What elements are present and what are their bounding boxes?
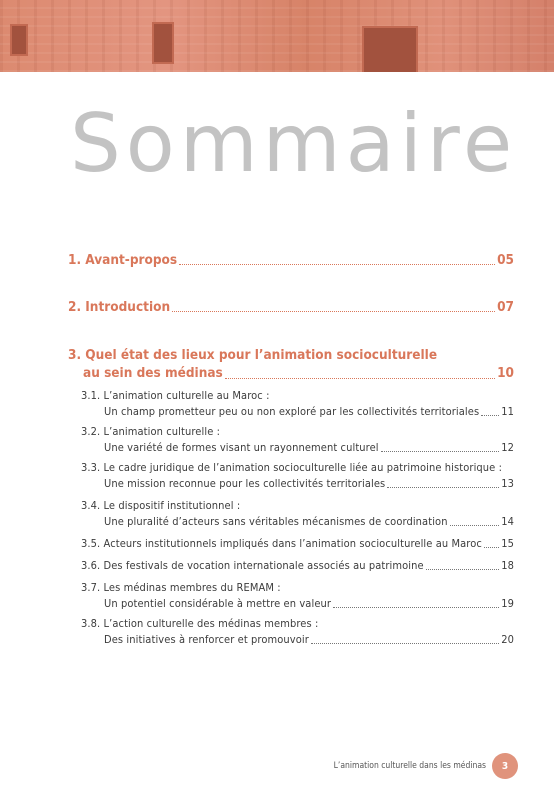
toc-entry-page: 10 xyxy=(497,365,514,381)
dot-leader xyxy=(426,569,499,570)
dot-leader xyxy=(225,378,495,379)
toc-subentry-3-7[interactable] xyxy=(81,580,514,612)
page-number: 3 xyxy=(501,760,509,772)
toc-subentry-heading: 3.3. Le cadre juridique de l’animation socioculturelle liée au patrimoine historique : xyxy=(81,461,503,474)
toc-subentry-heading: 3.5. Acteurs institutionnels impliqués dans l’animation socioculturelle au Maroc xyxy=(81,537,482,550)
toc-subentry-page: 20 xyxy=(501,633,514,646)
dot-leader xyxy=(481,415,499,416)
header-banner-image xyxy=(0,0,554,72)
toc-entry-label-continued: au sein des médinas xyxy=(83,365,223,381)
toc-entry-avant-propos[interactable] xyxy=(68,252,514,268)
dot-leader xyxy=(179,264,495,265)
dot-leader xyxy=(450,525,500,526)
toc-subentry-page: 14 xyxy=(501,515,514,528)
dot-leader xyxy=(172,311,495,312)
toc-subentry-heading: 3.7. Les médinas membres du REMAM : xyxy=(81,581,281,594)
toc-entry-etat-des-lieux[interactable] xyxy=(68,346,514,382)
toc-entry-label: 2. Introduction xyxy=(68,299,171,315)
toc-subentry-subtitle: Une variété de formes visant un rayonnement culturel xyxy=(104,441,379,454)
toc-subentry-3-6[interactable] xyxy=(81,558,514,574)
dot-leader xyxy=(484,547,499,548)
toc-subentry-heading: 3.6. Des festivals de vocation internationale associés au patrimoine xyxy=(81,559,424,572)
toc-subentry-page: 11 xyxy=(501,405,514,418)
toc-entry-label: 1. Avant-propos xyxy=(68,252,178,268)
dot-leader xyxy=(381,451,500,452)
dot-leader xyxy=(311,643,499,644)
banner-window-right xyxy=(362,26,418,72)
footer-document-title: L’animation culturelle dans les médinas xyxy=(333,761,486,771)
toc-subentry-page: 13 xyxy=(501,477,514,490)
toc-subentry-3-8[interactable] xyxy=(81,616,514,648)
toc-subentry-subtitle: Des initiatives à renforcer et promouvoir xyxy=(104,633,309,646)
toc-subentry-heading: 3.8. L’action culturelle des médinas membres : xyxy=(81,617,319,630)
toc-entry-page: 05 xyxy=(497,252,514,268)
toc-entry-page: 07 xyxy=(497,299,514,315)
toc-subentry-3-3[interactable] xyxy=(81,460,514,492)
toc-subentry-page: 15 xyxy=(501,537,514,550)
toc-subentry-page: 19 xyxy=(501,597,514,610)
toc-subentry-3-1[interactable] xyxy=(81,388,514,420)
toc-entry-label: 3. Quel état des lieux pour l’animation socioculturelle xyxy=(68,347,438,363)
toc-subentry-heading: 3.2. L’animation culturelle : xyxy=(81,425,221,438)
dot-leader xyxy=(387,487,499,488)
toc-subentry-3-5[interactable] xyxy=(81,536,514,552)
toc-subentry-subtitle: Une mission reconnue pour les collectivités territoriales xyxy=(104,477,386,490)
toc-subentry-subtitle: Un champ prometteur peu ou non exploré par les collectivités territoriales xyxy=(104,405,480,418)
toc-subentry-subtitle: Une pluralité d’acteurs sans véritables mécanismes de coordination xyxy=(104,515,448,528)
banner-window-middle xyxy=(152,22,174,64)
toc-entry-introduction[interactable] xyxy=(68,299,514,315)
toc-subentry-heading: 3.4. Le dispositif institutionnel : xyxy=(81,499,241,512)
dot-leader xyxy=(333,607,499,608)
toc-subentry-3-2[interactable] xyxy=(81,424,514,456)
toc-subentry-page: 18 xyxy=(501,559,514,572)
page-number-badge xyxy=(492,753,518,779)
toc-subentry-page: 12 xyxy=(501,441,514,454)
page-title: Sommaire xyxy=(70,97,518,190)
toc-subentry-3-4[interactable] xyxy=(81,498,514,530)
toc-subentry-subtitle: Un potentiel considérable à mettre en valeur xyxy=(104,597,332,610)
toc-subentry-heading: 3.1. L’animation culturelle au Maroc : xyxy=(81,389,270,402)
banner-window-left xyxy=(10,24,28,56)
